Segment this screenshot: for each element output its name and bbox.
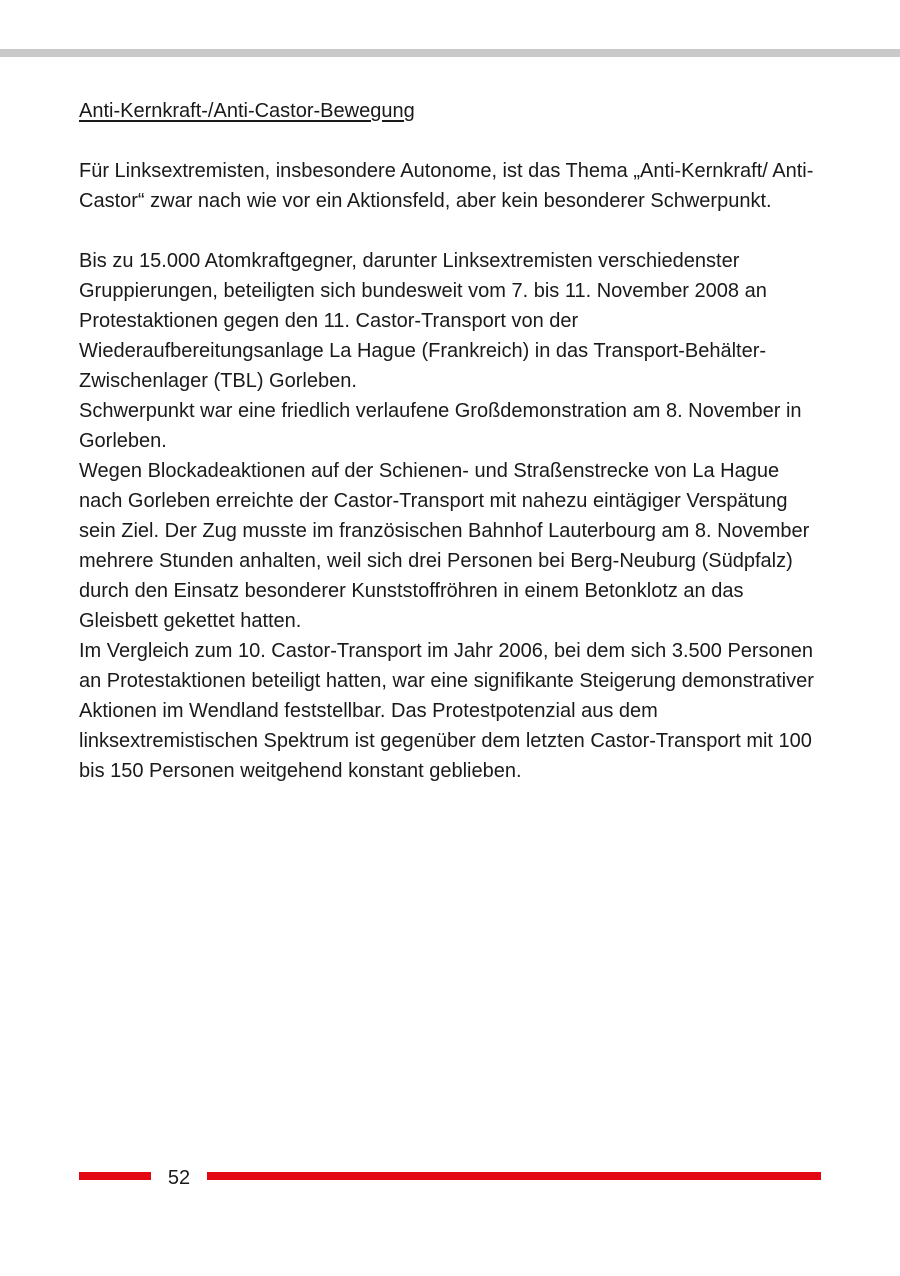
- page-footer: [79, 1164, 821, 1192]
- spacer: [79, 216, 824, 246]
- paragraph-demonstration: Schwerpunkt war eine friedlich verlaufene Großdemonstration am 8. November in Gorleben.: [79, 400, 802, 452]
- paragraph-comparison: Im Vergleich zum 10. Castor-Transport im Jahr 2006, bei dem sich 3.500 Personen an Protestaktionen beteiligt hatten, war eine signifikante Steigerung demonstrativer Aktionen im Wendland feststellbar. Das Protestpotenzial aus dem linksextremistischen Spektrum ist gegenüber dem letzten Castor-Transport mit 100 bis 150 Personen weitgehend konstant geblieben.: [79, 640, 814, 782]
- footer-rule-right: [207, 1172, 821, 1180]
- footer-rule-left: [79, 1172, 151, 1180]
- document-body: [79, 96, 824, 786]
- section-heading: Anti-Kernkraft-/Anti-Castor-Bewegung: [79, 100, 415, 122]
- page-number: 52: [167, 1167, 191, 1189]
- paragraph-protest-participants: Bis zu 15.000 Atomkraftgegner, darunter Linksextremisten verschiedenster Gruppierungen, beteiligten sich bundesweit vom 7. bis 11. November 2008 an Protestaktionen gegen den 11. Castor-Transport von der Wiederaufbereitungsanlage La Hague (Frankreich) in das Transport-Behälter-Zwischenlager (TBL) Gorleben.: [79, 250, 767, 392]
- spacer: [79, 126, 824, 156]
- paragraph-intro: Für Linksextremisten, insbesondere Autonome, ist das Thema „Anti-Kernkraft/ Anti-Castor“ zwar nach wie vor ein Aktionsfeld, aber kein besonderer Schwerpunkt.: [79, 160, 814, 212]
- top-divider: [0, 49, 900, 57]
- paragraph-blockades: Wegen Blockadeaktionen auf der Schienen- und Straßenstrecke von La Hague nach Gorleben erreichte der Castor-Transport mit nahezu eintägiger Verspätung sein Ziel. Der Zug musste im französischen Bahnhof Lauterbourg am 8. November mehrere Stunden anhalten, weil sich drei Personen bei Berg-Neuburg (Südpfalz) durch den Einsatz besonderer Kunststoffröhren in einem Betonklotz an das Gleisbett gekettet hatten.: [79, 460, 810, 632]
